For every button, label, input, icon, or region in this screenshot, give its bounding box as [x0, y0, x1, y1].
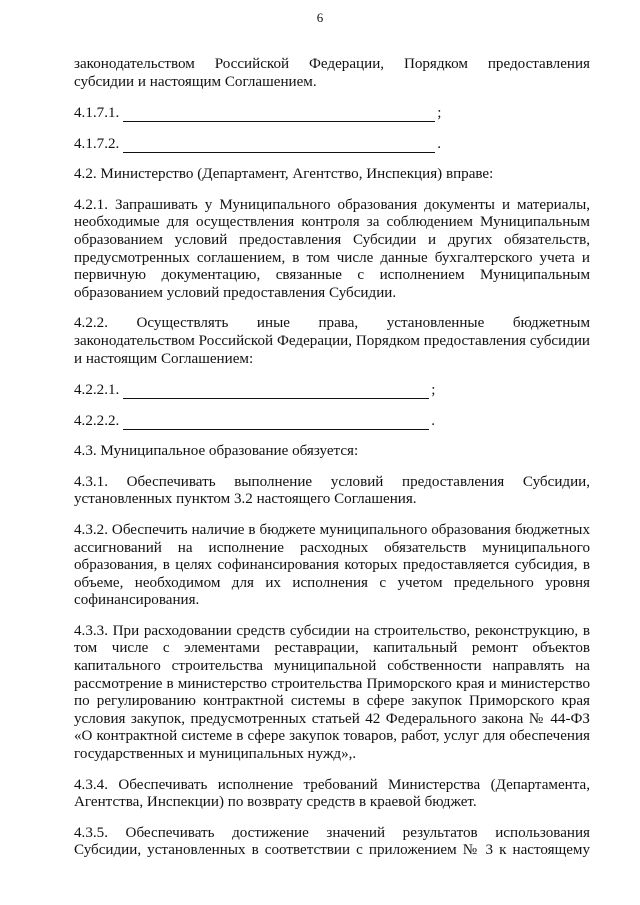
paragraph-4-2-2: 4.2.2. Осуществлять иные права, установленные бюджетным законодательством Российской Федерации, Порядком предоставления субсидии и настоящим Соглашением: [74, 315, 590, 367]
paragraph-4-2-1: 4.2.1. Запрашивать у Муниципального образования документы и материалы, необходимые для осуществления контроля за соблюдением Муниципальным образованием условий предоставления Субсидии и других обязательств, предусмотренных соглашением, в том числе данные бухгалтерского учета и первичную документацию, связанные с исполнением Муниципальным образованием условий предоставления Субсидии. [74, 196, 590, 301]
page-number: 6 [316, 10, 324, 25]
paragraph-4-3-1: 4.3.1. Обеспечивать выполнение условий предоставления Субсидии, установленных пунктом 3.2 настоящего Соглашения. [74, 473, 590, 508]
paragraph-4-3-3: 4.3.3. При расходовании средств субсидии на строительство, реконструкцию, в том числе с элементами реставрации, капитальный ремонт объектов капитального строительства муниципальной собственности направлять на рассмотрение в министерство строительства Приморского края и министерство по регулированию контрактной системы в сфере закупок Приморского края условия закупок, предусмотренных статьей 42 Федерального закона № 44-ФЗ «О контрактной системе в сфере закупок товаров, работ, услуг для обеспечения государственных и муниципальных нужд»,. [74, 622, 590, 763]
blank-item-label: 4.2.2.1. [74, 381, 120, 398]
blank-item-end: ; [437, 104, 442, 121]
blank-item-4-1-7-1 [74, 104, 590, 122]
fill-in-line [123, 139, 435, 153]
paragraph-4-3-5: 4.3.5. Обеспечивать достижение значений результатов использования Субсидии, установленных в соответствии с приложением № 3 к настоящему [74, 824, 590, 859]
blank-item-end: . [437, 135, 442, 152]
blank-item-end: . [431, 412, 436, 429]
paragraph-continuation-line1: законодательством Российской Федерации, Порядком предоставления [74, 56, 590, 72]
blank-item-4-2-2-1 [74, 381, 590, 399]
fill-in-line [123, 416, 429, 430]
blank-item-4-2-2-2 [74, 412, 590, 430]
section-4-2-heading: 4.2. Министерство (Департамент, Агентство, Инспекция) вправе: [74, 166, 494, 183]
paragraph-continuation-line2: субсидии и настоящим Соглашением. [74, 73, 317, 90]
section-4-3-heading: 4.3. Муниципальное образование обязуется: [74, 443, 359, 460]
blank-item-label: 4.1.7.1. [74, 104, 120, 121]
blank-item-end: ; [431, 381, 436, 398]
fill-in-line [123, 108, 435, 122]
paragraph-4-3-2: 4.3.2. Обеспечить наличие в бюджете муниципального образования бюджетных ассигнований на исполнение расходных обязательств муниципального образования, в целях софинансирования которых предоставляется субсидия, в объеме, необходимом для их исполнения с учетом предельного уровня софинансирования. [74, 521, 590, 609]
paragraph-4-3-4: 4.3.4. Обеспечивать исполнение требований Министерства (Департамента, Агентства, Инспекции) по возврату средств в краевой бюджет. [74, 776, 590, 811]
blank-item-label: 4.2.2.2. [74, 412, 120, 429]
fill-in-line [123, 385, 429, 399]
blank-item-4-1-7-2 [74, 135, 590, 153]
blank-item-label: 4.1.7.2. [74, 135, 120, 152]
document-body [74, 56, 590, 860]
